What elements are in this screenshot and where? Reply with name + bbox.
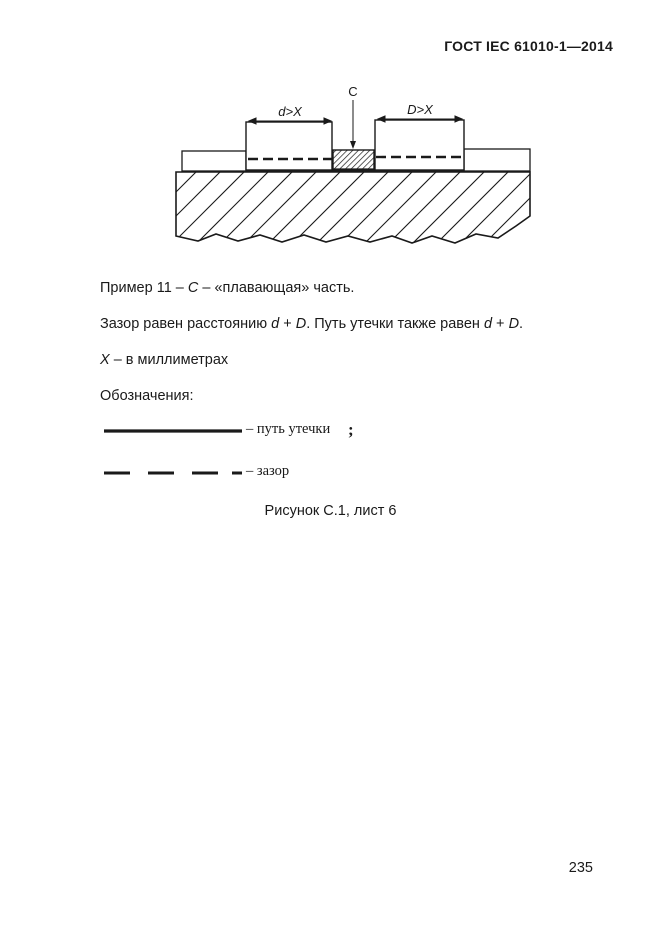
units-suffix: – в миллиметрах bbox=[109, 352, 229, 368]
right-conductor-block bbox=[375, 120, 464, 170]
legend-title: Обозначения: bbox=[100, 388, 194, 404]
legend-creepage-label: – путь утечки bbox=[246, 421, 331, 437]
units-var: X bbox=[100, 352, 110, 368]
technical-figure bbox=[170, 78, 540, 248]
gap-text-1: Зазор равен расстоянию bbox=[100, 316, 272, 332]
example-paragraph bbox=[100, 280, 354, 296]
right-outer-piece bbox=[464, 149, 530, 171]
figure-caption: Рисунок С.1, лист 6 bbox=[264, 503, 397, 519]
units-paragraph bbox=[100, 352, 228, 368]
gap-var-1: d bbox=[271, 316, 280, 332]
example-suffix: – «плавающая» часть. bbox=[198, 280, 355, 296]
gap-text-3: . Путь утечки также равен bbox=[306, 316, 484, 332]
example-prefix: Пример 11 – bbox=[100, 280, 188, 296]
gap-text-5: . bbox=[519, 316, 524, 332]
left-outer-piece bbox=[182, 151, 246, 171]
legend-dashed-line bbox=[100, 463, 250, 483]
legend-creepage bbox=[100, 421, 460, 441]
gap-paragraph bbox=[100, 316, 523, 332]
gap-var-4: D bbox=[508, 316, 520, 332]
document-header: ГОСТ IEC 61010-1—2014 bbox=[444, 38, 613, 54]
label-c: C bbox=[348, 84, 358, 99]
legend-clearance-label: – зазор bbox=[246, 463, 290, 479]
page-number: 235 bbox=[568, 860, 593, 876]
dimension-big-d-label: D>X bbox=[407, 102, 433, 117]
legend-creepage-mark: ; bbox=[348, 420, 354, 439]
legend-solid-line bbox=[100, 421, 250, 441]
floating-part-c bbox=[333, 150, 374, 170]
legend-clearance bbox=[100, 463, 460, 483]
gap-var-3: d bbox=[483, 316, 493, 332]
gap-text-4: + bbox=[492, 316, 509, 332]
gap-var-2: D bbox=[295, 316, 307, 332]
left-conductor-block bbox=[246, 122, 332, 170]
figure-drawing bbox=[170, 78, 540, 248]
gap-text-2: + bbox=[279, 316, 296, 332]
dimension-d-label: d>X bbox=[278, 104, 302, 119]
example-var: C bbox=[187, 280, 199, 296]
label-c-arrow bbox=[350, 100, 356, 149]
